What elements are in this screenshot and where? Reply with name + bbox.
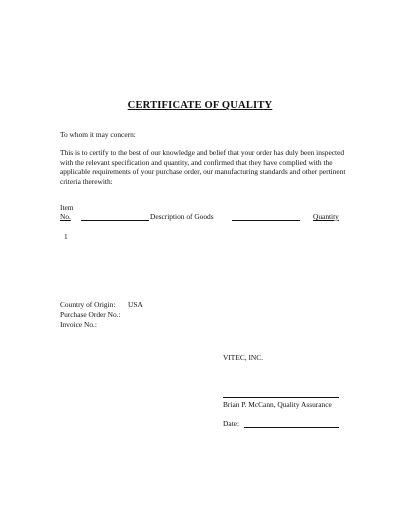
description-underline-right xyxy=(232,220,300,221)
country-of-origin-value: USA xyxy=(128,300,143,309)
signature-line xyxy=(223,397,339,398)
description-underline-left xyxy=(81,220,149,221)
item-header-line1: Item xyxy=(60,203,74,212)
item-header-line2: No. xyxy=(60,212,71,221)
date-line xyxy=(244,427,339,428)
item-number: 1 xyxy=(64,232,68,241)
country-of-origin-label: Country of Origin: xyxy=(60,300,116,309)
purchase-order-label: Purchase Order No.: xyxy=(60,310,121,319)
date-label: Date: xyxy=(223,419,240,428)
document-title: CERTIFICATE OF QUALITY xyxy=(127,100,273,111)
description-header: Description of Goods xyxy=(150,212,214,221)
salutation: To whom it may concern: xyxy=(60,130,136,139)
invoice-label: Invoice No.: xyxy=(60,320,97,329)
signatory-name: Brian P. McCann, Quality Assurance xyxy=(223,400,332,409)
certification-paragraph: This is to certify to the best of our knowledge and belief that your order has duly been inspected with the relevant specification and quantity, and confirmed that they have complied with the applicable requirements of your purchase order, our manufacturing standards and other pertinent criteria therewith: xyxy=(60,148,346,186)
quantity-header: Quantity xyxy=(313,212,339,221)
company-name: VITEC, INC. xyxy=(223,353,264,362)
